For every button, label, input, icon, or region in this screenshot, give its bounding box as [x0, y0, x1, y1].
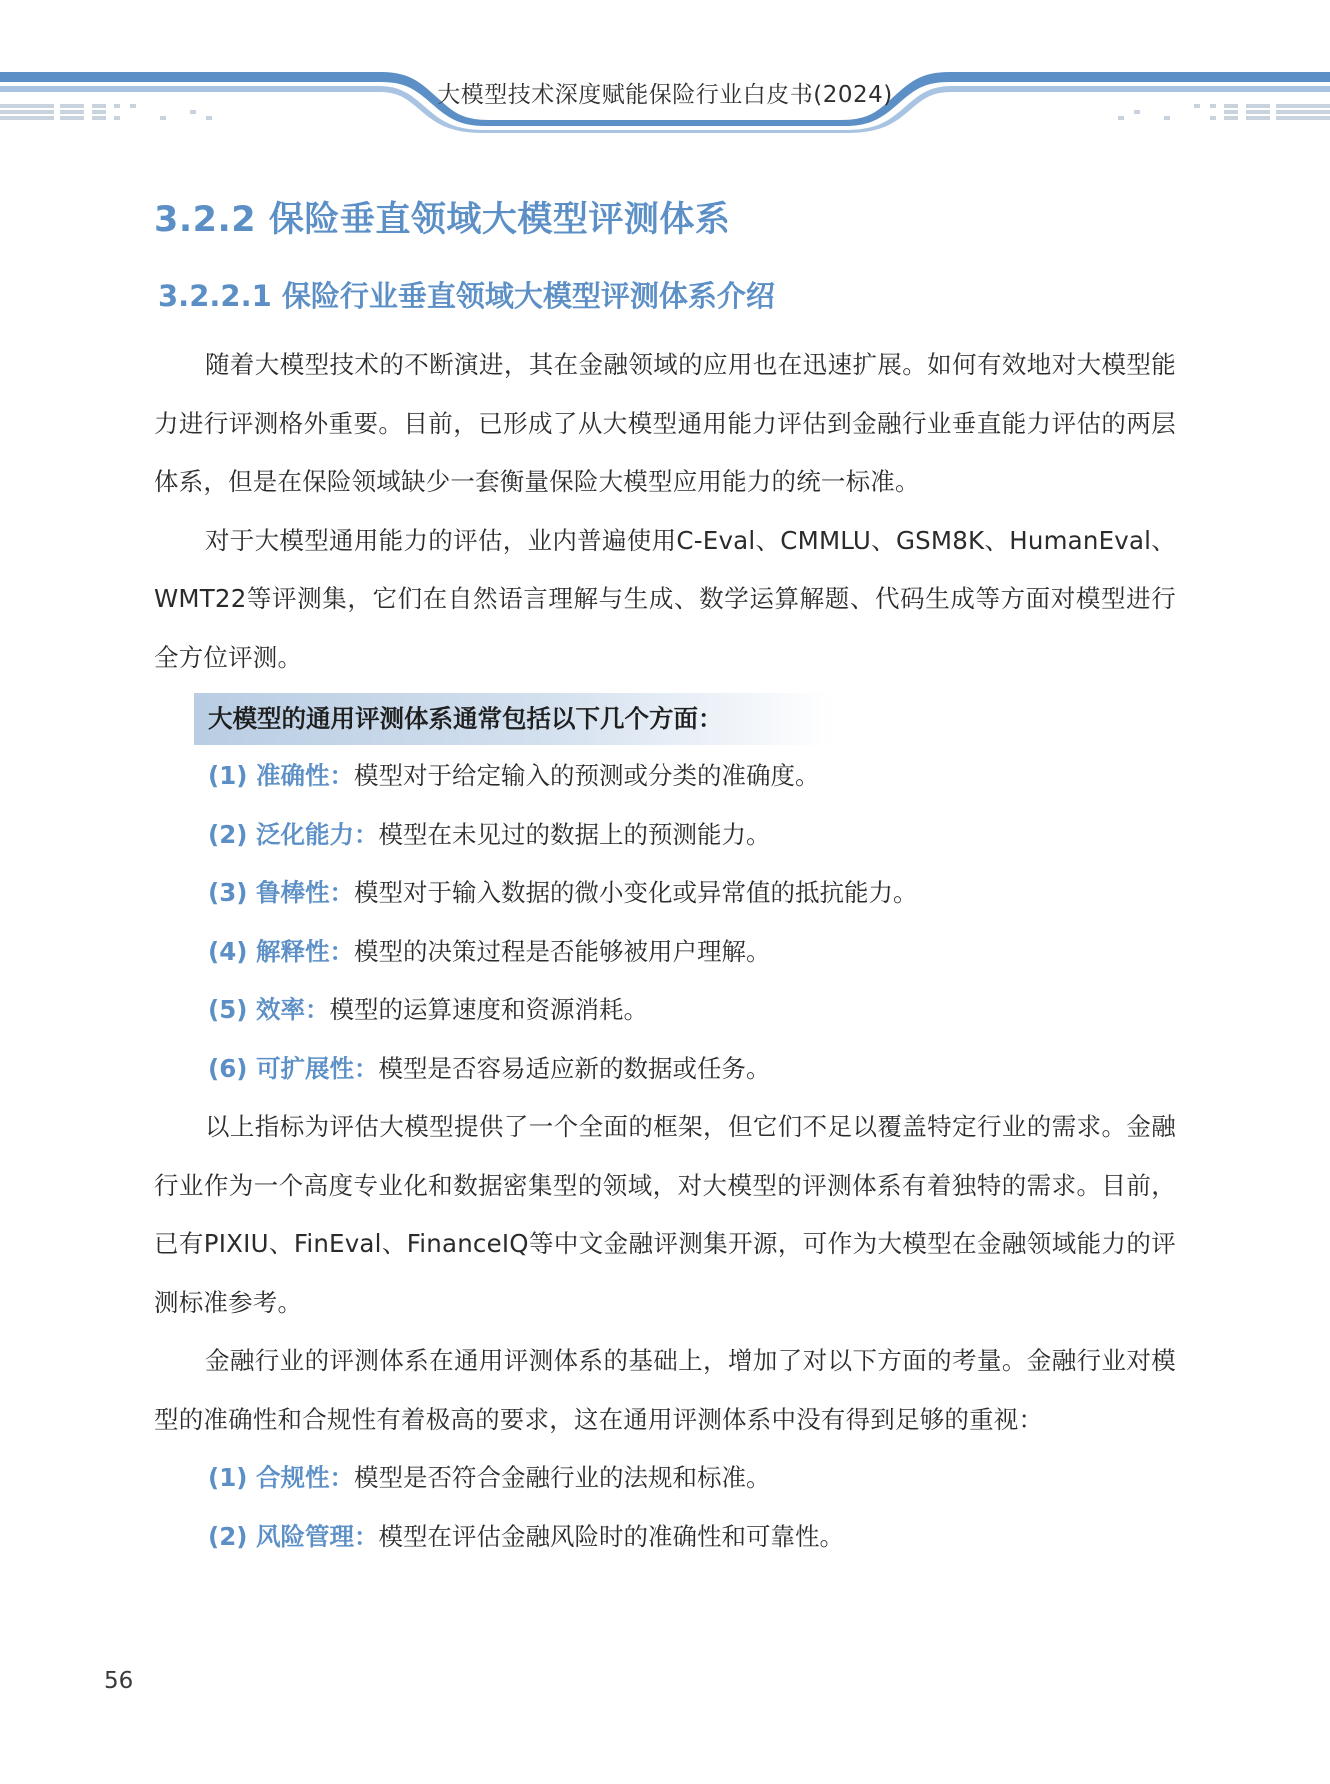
page-header: [0, 0, 1330, 140]
list-item-term: (2) 泛化能力：: [208, 819, 379, 849]
list-item-desc: 模型对于输入数据的微小变化或异常值的抵抗能力。: [353, 878, 918, 907]
list-item-term: (6) 可扩展性：: [208, 1053, 379, 1083]
paragraph-finance-eval: 金融行业的评测体系在通用评测体系的基础上，增加了对以下方面的考量。金融行业对模型的准确性和合规性有着极高的要求，这在通用评测体系中没有得到足够的重视：: [154, 1346, 1176, 1434]
subsection-heading: 3.2.2.1 保险行业垂直领域大模型评测体系介绍: [158, 279, 775, 313]
paragraph-finance-needs: 以上指标为评估大模型提供了一个全面的框架，但它们不足以覆盖特定行业的需求。金融行业作为一个高度专业化和数据密集型的领域，对大模型的评测体系有着独特的需求。目前，已有PIXIU、FinEval、FinanceIQ等中文金融评测集开源，可作为大模型在金融领域能力的评测标准参考。: [154, 1112, 1176, 1317]
list-item-risk-management: [208, 1508, 1176, 1567]
list-item-generalization: [208, 806, 1176, 865]
list-item-accuracy: [208, 747, 1176, 806]
paragraph-general-eval: 对于大模型通用能力的评估，业内普遍使用C-Eval、CMMLU、GSM8K、HumanEval、WMT22等评测集，它们在自然语言理解与生成、数学运算解题、代码生成等方面对模型进行全方位评测。: [154, 525, 1176, 672]
list-item-desc: 模型的决策过程是否能够被用户理解。: [353, 936, 771, 966]
list-item-term: (1) 合规性：: [208, 1463, 354, 1492]
list-item-term: (2) 风险管理：: [208, 1521, 379, 1551]
list-item-term: (4) 解释性：: [208, 936, 354, 966]
list-item-desc: 模型对于给定输入的预测或分类的准确度。: [353, 761, 820, 790]
list-item-scalability: [208, 1040, 1176, 1099]
list-item-term: (3) 鲁棒性：: [208, 878, 354, 907]
list-item-desc: 模型在评估金融风险时的准确性和可靠性。: [378, 1521, 844, 1551]
list-item-term: (5) 效率：: [208, 995, 330, 1024]
list-item-desc: 模型的运算速度和资源消耗。: [329, 995, 648, 1024]
page-number: 56: [104, 1668, 134, 1694]
document-title: 大模型技术深度赋能保险行业白皮书(2024): [437, 82, 893, 108]
page-content: [154, 190, 1176, 1566]
list-item-desc: 模型是否符合金融行业的法规和标准。: [353, 1463, 771, 1492]
list-item-term: (1) 准确性：: [208, 761, 354, 790]
callout-banner: 大模型的通用评测体系通常包括以下几个方面：: [194, 693, 834, 745]
list-item-efficiency: [208, 981, 1176, 1040]
header-band-graphic: [0, 0, 1330, 140]
list-item-compliance: [208, 1449, 1176, 1508]
list-item-interpretability: [208, 923, 1176, 982]
list-item-desc: 模型是否容易适应新的数据或任务。: [378, 1053, 771, 1083]
list-item-desc: 模型在未见过的数据上的预测能力。: [378, 819, 771, 849]
paragraph-intro: 随着大模型技术的不断演进，其在金融领域的应用也在迅速扩展。如何有效地对大模型能力进行评测格外重要。目前，已形成了从大模型通用能力评估到金融行业垂直能力评估的两层体系，但是在保险领域缺少一套衡量保险大模型应用能力的统一标准。: [154, 350, 1176, 496]
list-item-robustness: [208, 864, 1176, 923]
section-heading: 3.2.2 保险垂直领域大模型评测体系: [154, 200, 731, 240]
